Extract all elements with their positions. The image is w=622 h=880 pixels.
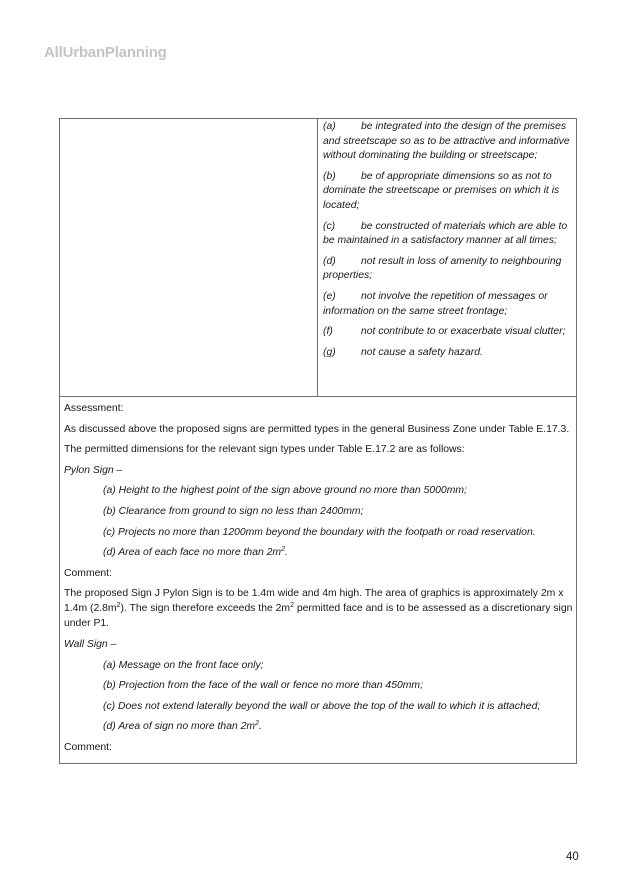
company-logo: AllUrbanPlanning bbox=[44, 44, 167, 61]
wall-comment-label: Comment: bbox=[64, 741, 112, 753]
pylon-comment: The proposed Sign J Pylon Sign is to be 1.4m wide and 4m high. The area of graphics is approximately 2m x 1.4m $(2.8m^2)$. The sign therefore exceeds the $2m^2$ permitted face and is to be assessed as a discretionary sign under P1. bbox=[64, 588, 573, 630]
pylon-comment-label: Comment: bbox=[64, 567, 112, 579]
wall-item-c: (c) Does not extend laterally beyond the wall or above the top of the wall to which it is attached; bbox=[103, 700, 541, 712]
page-number: 40 bbox=[566, 851, 579, 863]
criterion-c: (c) be constructed of materials which are able to be maintained in a satisfactory manner at all times; bbox=[323, 220, 568, 247]
pylon-item-a: (a) Height to the highest point of the sign above ground no more than 5000mm; bbox=[103, 485, 467, 497]
criteria-row bbox=[60, 119, 576, 397]
pylon-item-d: (d) Area of each face no more than $2m^2$. bbox=[103, 546, 288, 559]
criterion-f: (f) not contribute to or exacerbate visual clutter; bbox=[323, 326, 566, 338]
criteria-list bbox=[323, 120, 575, 366]
assessment-body bbox=[64, 401, 574, 761]
criterion-d: (d) not result in loss of amenity to neighbouring properties; bbox=[323, 255, 562, 282]
wall-sign-title: Wall Sign – bbox=[64, 638, 117, 650]
wall-item-b: (b) Projection from the face of the wall or fence no more than 450mm; bbox=[103, 680, 423, 692]
wall-item-a: (a) Message on the front face only; bbox=[103, 659, 264, 671]
pylon-item-c: (c) Projects no more than 1200mm beyond the boundary with the footpath or road reservation. bbox=[103, 526, 536, 538]
criterion-e: (e) not involve the repetition of messages or information on the same street frontage; bbox=[323, 290, 548, 317]
assessment-intro: As discussed above the proposed signs are permitted types in the general Business Zone under Table E.17.3. bbox=[64, 423, 570, 435]
wall-item-d: (d) Area of sign no more than $2m^2$. bbox=[103, 720, 262, 733]
assessment-heading: Assessment: bbox=[64, 403, 124, 414]
dimensions-intro: The permitted dimensions for the relevant sign types under Table E.17.2 are as follows: bbox=[64, 444, 465, 456]
criterion-g: (g) not cause a safety hazard. bbox=[323, 346, 483, 358]
criterion-a: (a) be integrated into the design of the premises and streetscape so as to be attractive and informative without dominating the building or streetscape; bbox=[323, 121, 570, 162]
empty-left-cell bbox=[60, 119, 318, 396]
pylon-item-b: (b) Clearance from ground to sign no less than 2400mm; bbox=[103, 505, 364, 517]
pylon-sign-title: Pylon Sign – bbox=[64, 464, 123, 476]
criterion-b: (b) be of appropriate dimensions so as not to dominate the streetscape or premises on which it is located; bbox=[323, 170, 560, 211]
